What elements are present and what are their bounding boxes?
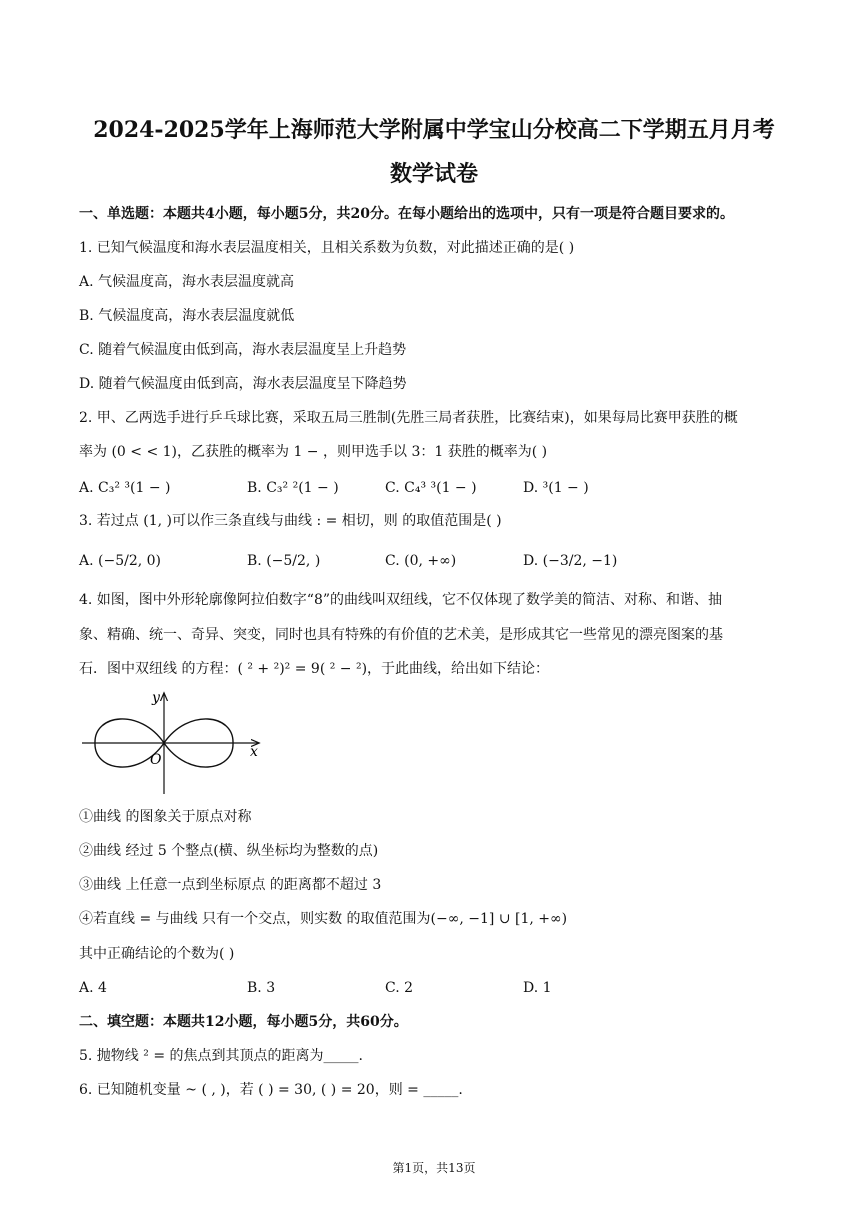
exam-title-line1: 2024-2025学年上海师范大学附属中学宝山分校高二下学期五月月考 — [93, 117, 775, 143]
x-axis-label: x — [250, 744, 258, 760]
q4-stem-line1: 4. 如图，图中外形轮廓像阿拉伯数字“8”的曲线叫双纽线，它不仅体现了数学美的简洁、对称、和谐、抽 — [79, 592, 723, 608]
q5-stem: 5. 抛物线 ² = 的焦点到其顶点的距离为_____. — [79, 1048, 363, 1064]
q4-option-d: D. 1 — [523, 980, 552, 996]
q4-stem-line2: 象、精确、统一、奇异、突变，同时也具有特殊的有价值的艺术美，是形成其它一些常见的漂亮图案的基 — [79, 627, 723, 643]
q4-claim-1: ①曲线 的图象关于原点对称 — [79, 809, 252, 825]
q3-option-d: D. (−3/2, −1) — [523, 553, 618, 569]
q3-option-b: B. (−5/2, ) — [247, 553, 321, 569]
section1-header: 一、单选题：本题共4小题，每小题5分，共20分。在每小题给出的选项中，只有一项是符合题目要求的。 — [79, 206, 734, 222]
y-axis-label: y — [152, 690, 160, 706]
q4-stem-line3: 石．图中双纽线 的方程：( ² + ²)² = 9( ² − ²)，于此曲线，给出如下结论： — [79, 661, 550, 677]
q3-stem: 3. 若过点 (1, )可以作三条直线与曲线 : = 相切，则 的取值范围是( ) — [79, 513, 502, 529]
q4-option-b: B. 3 — [247, 980, 276, 996]
q2-option-b: B. C₃² ²(1 − ) — [247, 480, 339, 496]
q1-option-d: D. 随着气候温度由低到高，海水表层温度呈下降趋势 — [79, 376, 407, 392]
q3-option-a: A. (−5/2, 0) — [79, 553, 162, 569]
q1-option-b: B. 气候温度高，海水表层温度就低 — [79, 308, 295, 324]
q2-option-d: D. ³(1 − ) — [523, 480, 589, 496]
q2-option-a: A. C₃² ³(1 − ) — [79, 480, 171, 496]
q4-question: 其中正确结论的个数为( ) — [79, 946, 235, 962]
section2-header: 二、填空题：本题共12小题，每小题5分，共60分。 — [79, 1014, 408, 1030]
q3-option-c: C. (0, +∞) — [385, 553, 457, 569]
lemniscate-figure — [78, 686, 268, 796]
q1-option-a: A. 气候温度高，海水表层温度就高 — [79, 274, 295, 290]
q2-stem-line1: 2. 甲、乙两选手进行乒乓球比赛，采取五局三胜制(先胜三局者获胜，比赛结束)，如果每局比赛甲获胜的概 — [79, 410, 738, 426]
q1-stem: 1. 已知气候温度和海水表层温度相关，且相关系数为负数，对此描述正确的是( ) — [79, 240, 575, 256]
q4-claim-4: ④若直线 = 与曲线 只有一个交点，则实数 的取值范围为(−∞, −1] ∪ [1, +∞) — [79, 911, 568, 927]
q4-claim-2: ②曲线 经过 5 个整点(横、纵坐标均为整数的点) — [79, 843, 379, 859]
q2-stem-line2: 率为 (0 < < 1)，乙获胜的概率为 1 − ，则甲选手以 3：1 获胜的概率为( ) — [79, 444, 548, 460]
exam-title-line2: 数学试卷 — [389, 161, 478, 187]
q2-option-c: C. C₄³ ³(1 − ) — [385, 480, 477, 496]
q4-claim-3: ③曲线 上任意一点到坐标原点 的距离都不超过 3 — [79, 877, 382, 893]
q6-stem: 6. 已知随机变量 ~ ( , )，若 ( ) = 30, ( ) = 20，则 = _____. — [79, 1082, 463, 1098]
q4-option-a: A. 4 — [79, 980, 107, 996]
q1-option-c: C. 随着气候温度由低到高，海水表层温度呈上升趋势 — [79, 342, 407, 358]
q4-option-c: C. 2 — [385, 980, 414, 996]
page-footer: 第1页，共13页 — [392, 1161, 476, 1175]
origin-label: O — [150, 752, 162, 768]
